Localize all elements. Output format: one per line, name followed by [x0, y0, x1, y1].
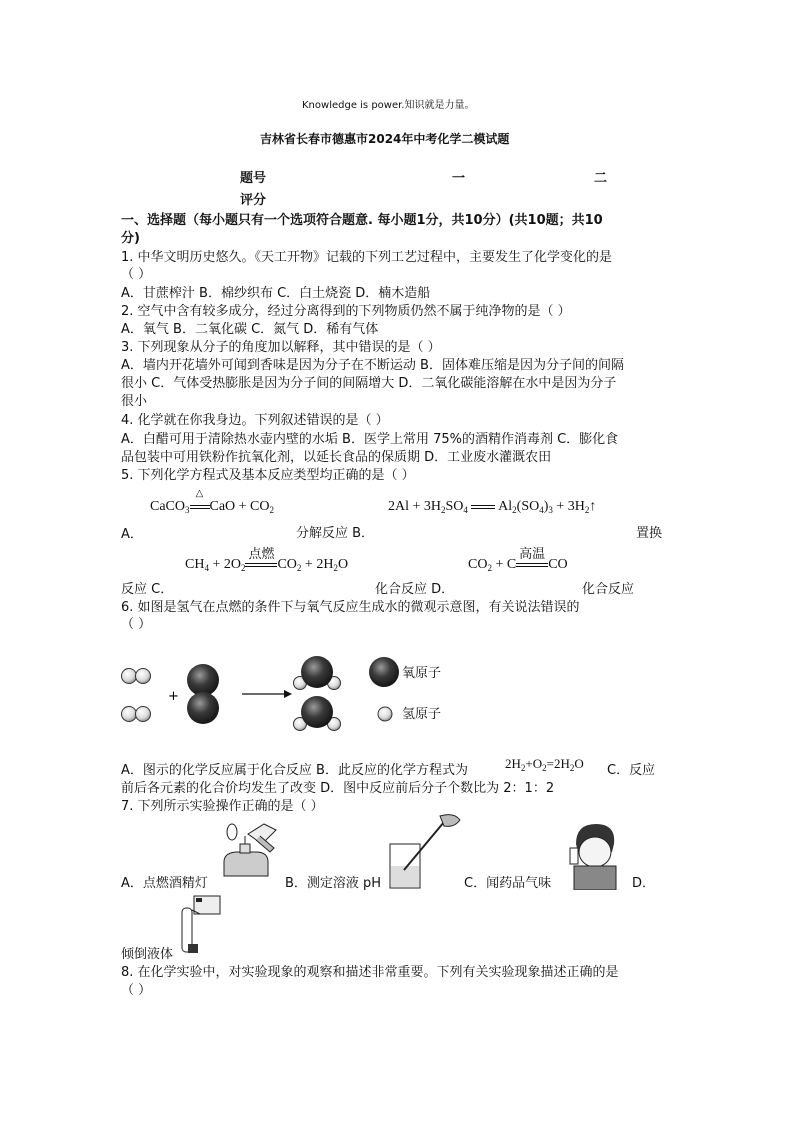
question-3-stem: 3. 下列现象从分子的角度加以解释，其中错误的是（ ） — [121, 340, 441, 355]
molecule-diagram — [118, 650, 448, 735]
question-6-options-2: 前后各元素的化合价均发生了改变 D．图中反应前后分子个数比为 2：1：2 — [121, 781, 555, 796]
ph-test-image — [384, 812, 464, 890]
question-6-stem: 6. 如图是氢气在点燃的条件下与氧气反应生成水的微观示意图，有关说法错误的 — [121, 600, 580, 615]
question-2-stem: 2. 空气中含有较多成分，经过分离得到的下列物质仍然不属于纯净物的是（ ） — [121, 304, 571, 319]
hydrogen-molecule-2 — [122, 707, 151, 722]
equation-a: CaCO$_3$ △ CaO + $CO_2$ — [150, 487, 275, 515]
equation-c: $CH_4 + 2O_2$ 点燃 $CO_2 + 2H_2O$ — [185, 557, 348, 573]
question-7-option-b: B．测定溶液 pH — [285, 876, 382, 891]
table-row-label-pingfen: 评分 — [240, 193, 267, 208]
question-6-bracket: （ ） — [121, 617, 152, 632]
question-2-options: A．氧气 B．二氧化碳 C．氮气 D．稀有气体 — [121, 322, 379, 337]
question-5-type-a: 分解反应 B． — [296, 526, 375, 541]
section-heading-cont: 分) — [121, 231, 140, 246]
question-1-bracket: （ ） — [121, 267, 152, 282]
heat-condition: △ — [195, 487, 204, 499]
equation-b: $2Al + 3H_2SO_4$ $Al_2(SO_4)_3$ + $3H_2↑$ — [388, 499, 597, 515]
question-6-equation: $2H_2+O_2=2H_2O$ — [505, 756, 584, 773]
pouring-liquid-image — [176, 894, 224, 956]
section-heading: 一、选择题（每小题只有一个选项符合题意. 每小题1分，共10分）(共10题；共10 — [121, 213, 603, 228]
question-4-stem: 4. 化学就在你我身边。下列叙述错误的是（ ） — [121, 413, 389, 428]
water-molecule-1 — [294, 656, 341, 690]
ignite-condition: 点燃 — [248, 545, 275, 561]
hydrogen-atom-legend-icon — [378, 707, 392, 721]
question-3-options-2: 很小 C．气体受热膨胀是因为分子间的间隔增大 D．二氧化碳能溶解在水中是因为分子 — [121, 376, 617, 391]
water-molecule-2 — [294, 696, 341, 731]
question-5-cont: 反应 C． — [121, 582, 174, 597]
equation-d: $CO_2 + C$ 高温 CO — [468, 557, 568, 573]
document-title: 吉林省长春市德惠市2024年中考化学二模试题 — [260, 132, 510, 146]
question-7-option-d: D． — [632, 876, 656, 891]
oxygen-molecule — [187, 664, 219, 724]
question-8-stem: 8. 在化学实验中，对实验现象的观察和描述非常重要。下列有关实验现象描述正确的是 — [121, 965, 619, 980]
question-5-type-b: 置换 — [636, 526, 663, 541]
question-7-option-d-label: 倾倒液体 — [121, 947, 174, 962]
oxygen-atom-legend-icon — [369, 657, 399, 687]
table-row-label-tihao: 题号 — [240, 171, 267, 186]
alcohol-lamp-image — [218, 822, 280, 884]
question-4-options-2: 品包装中可用铁粉作抗氧化剂，以延长食品的保质期 D．工业废水灌溉农田 — [121, 450, 552, 465]
question-5-type-c: 化合反应 D． — [375, 582, 455, 597]
question-3-options-3: 很小 — [121, 394, 148, 409]
question-3-options-1: A．墙内开花墙外可闻到香味是因为分子在不断运动 B．固体难压缩是因为分子间的间隔 — [121, 358, 624, 373]
table-col-1: 一 — [452, 171, 466, 186]
question-1-stem: 1. 中华文明历史悠久。《天工开物》记载的下列工艺过程中，主要发生了化学变化的是 — [121, 250, 613, 265]
question-5-stem: 5. 下列化学方程式及基本反应类型均正确的是（ ） — [121, 468, 415, 483]
question-7-option-c: C．闻药品气味 — [464, 876, 552, 891]
legend-hydrogen-label: 氢原子 — [402, 707, 442, 722]
arrow-icon — [242, 690, 292, 698]
table-col-2: 二 — [594, 171, 608, 186]
plus-sign: + — [168, 689, 179, 704]
question-7-stem: 7. 下列所示实验操作正确的是（ ） — [121, 799, 324, 814]
page-header: Knowledge is power.知识就是力量。 — [302, 100, 475, 111]
question-1-options: A．甘蔗榨汁 B．棉纱织布 C．白土烧瓷 D．楠木造船 — [121, 286, 431, 301]
question-5-label-a: A． — [121, 527, 143, 542]
question-6-options-1b: C．反应 — [607, 763, 656, 778]
smell-chemical-image — [566, 822, 622, 890]
question-6-options-1a: A．图示的化学反应属于化合反应 B．此反应的化学方程式为 — [121, 763, 468, 778]
question-5-type-d: 化合反应 — [582, 582, 635, 597]
question-8-bracket: （ ） — [121, 983, 152, 998]
question-7-option-a: A．点燃酒精灯 — [121, 876, 208, 891]
hydrogen-molecule-1 — [122, 669, 151, 684]
question-4-options-1: A．白醋可用于清除热水壶内壁的水垢 B．医学上常用 75%的酒精作消毒剂 C．膨化食 — [121, 432, 619, 447]
legend-oxygen-label: 氧原子 — [402, 666, 442, 681]
high-temp-condition: 高温 — [519, 545, 546, 561]
